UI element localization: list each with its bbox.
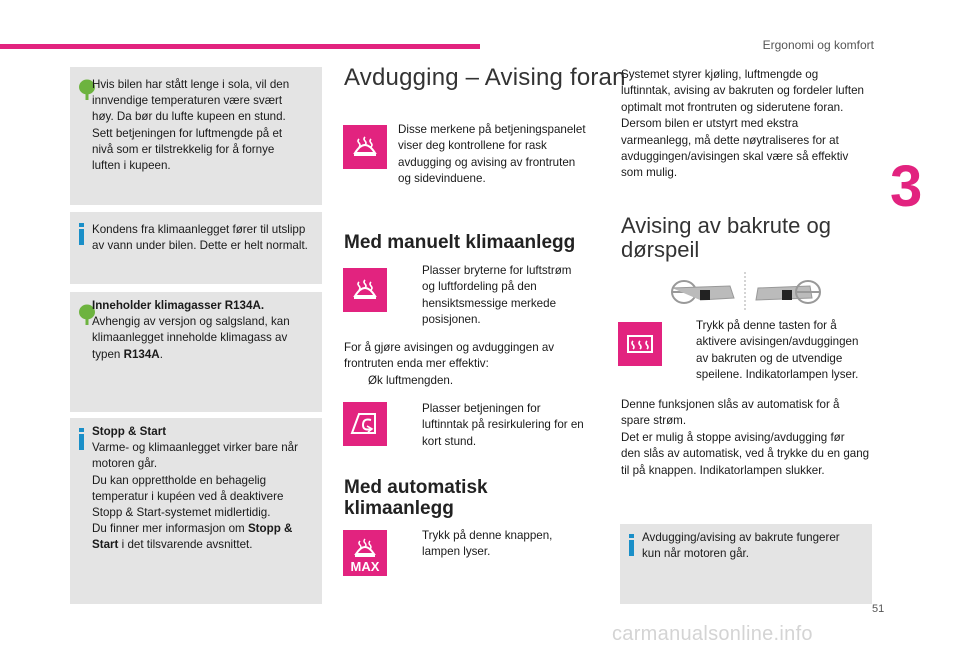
auto-off-description: Denne funksjonen slås av automatisk for å spare strøm. Det er mulig å stoppe avising/avdugging før den slås av automatisk, ved å trykke du en gang til på knappen. Indikatorlampen slukker. <box>621 398 870 477</box>
info-note-stop-start-text: Stopp & Start Varme- og klimaanlegget virker bare når motoren går. Du kan opprettholde en behagelig temperatur i kupéen ved å deaktivere Stopp & Start-systemet midlertidig. Du finner mer informasjon om Stopp & Start i det tilsvarende avsnittet. <box>92 425 298 552</box>
bullet-marker <box>672 318 696 384</box>
info-icon <box>628 534 636 556</box>
bullet-marker <box>398 263 422 329</box>
front-defrost-intro: Disse merkene på betjeningspanelet viser deg kontrollene for rask avdugging og avising av frontruten og sidevinduene. <box>398 123 586 186</box>
max-defrost-button-icon <box>343 530 387 576</box>
rear-defrost-heading: Avising av bakrute og dørspeil <box>621 213 831 262</box>
rear-defrost-step: Trykk på denne tasten for å aktivere avisingen/avduggingen av bakruten og de utvendige speilene. Indikatorlampen lyser. <box>672 318 882 384</box>
manual-step-recirculation: Plasser betjeningen for luftinntak på resirkulering for en kort stund. <box>398 401 608 450</box>
info-icon <box>78 428 86 450</box>
recirculation-indicator-icon <box>343 402 387 446</box>
eco-note-refrigerant <box>70 292 322 412</box>
manual-extra-tip: For å gjøre avisingen og avduggingen av frontruten enda mer effektiv: Øk luftmengden. <box>344 340 604 389</box>
steering-wheel-diagram <box>660 270 830 312</box>
eco-note-refrigerant-text: Inneholder klimagasser R134A. Avhengig av versjon og salgsland, kan klimaanlegget inneholde klimagass av typen R134A. <box>92 299 290 361</box>
max-label: MAX <box>350 559 380 574</box>
page-number: 51 <box>872 603 885 615</box>
bullet-marker <box>398 401 422 450</box>
info-note-stop-start <box>70 418 322 604</box>
auto-step-press-button: Trykk på denne knappen, lampen lyser. <box>398 528 608 561</box>
manual-climate-heading: Med manuelt klimaanlegg <box>344 232 576 253</box>
rear-defrost-button-icon <box>618 322 662 366</box>
system-description: Systemet styrer kjøling, luftmengde og luftinntak, avising av bakruten og fordeler luften optimalt mot frontruten og siderutene foran. Dersom bilen er utstyrt med ekstra varmeanlegg, må dette nøytraliseres for at avduggingen/avisingen skal være så effektiv som mulig. <box>621 68 864 180</box>
info-note-condensation-text: Kondens fra klimaanlegget fører til utslipp av vann under bilen. Dette er helt normalt. <box>92 223 308 253</box>
watermark: carmanualsonline.info <box>612 623 813 645</box>
front-defrost-indicator-icon <box>343 125 387 169</box>
section-title: Ergonomi og komfort <box>762 38 874 52</box>
bullet-marker <box>344 373 368 389</box>
info-icon <box>78 223 86 245</box>
info-note-condensation <box>70 212 322 284</box>
bullet-marker <box>398 528 422 561</box>
eco-note-ventilation <box>70 67 322 205</box>
front-defrost-indicator-icon <box>343 268 387 312</box>
top-accent-bar <box>0 44 480 49</box>
manual-step-airflow: Plasser bryterne for luftstrøm og luftfordeling på den hensiktsmessige merkede posisjonen. <box>398 263 608 329</box>
info-note-rear-defrost-text: Avdugging/avising av bakrute fungerer kun når motoren går. <box>642 531 840 561</box>
info-note-rear-defrost <box>620 524 872 604</box>
page-heading-front-defrost: Avdugging – Avising foran <box>344 64 626 91</box>
chapter-number: 3 <box>890 154 923 219</box>
auto-climate-heading: Med automatisk klimaanlegg <box>344 477 488 519</box>
eco-note-ventilation-text: Hvis bilen har stått lenge i sola, vil den innvendige temperaturen være svært høy. Da bør du lufte kupeen en stund. Sett betjeningen for luftmengde på et nivå som er tilstrekkelig for å fornye luften i kupeen. <box>92 78 290 173</box>
